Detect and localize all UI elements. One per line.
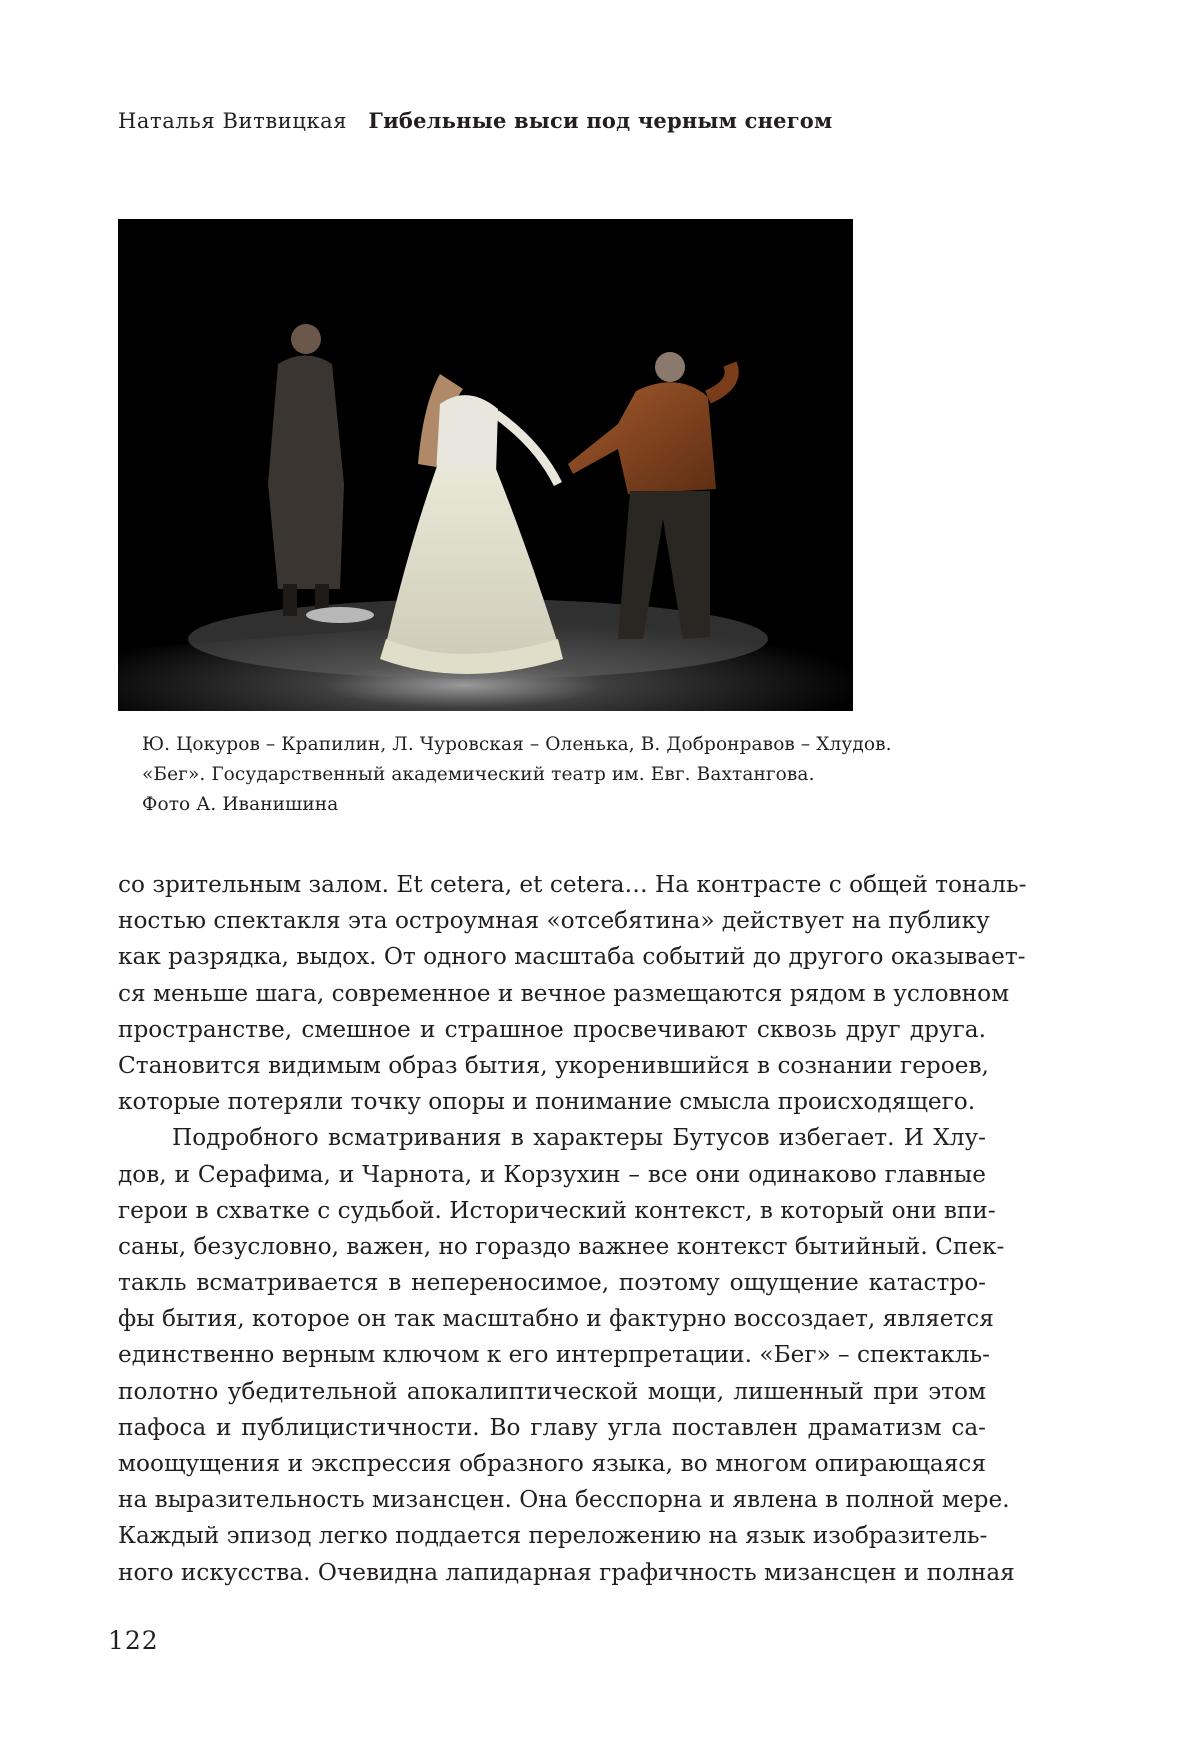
- text-line: ся меньше шага, современное и вечное размещаются рядом в условном: [118, 979, 1010, 1007]
- text-line: Каждый эпизод легко поддается переложению на язык изобразитель-: [118, 1522, 988, 1550]
- caption-line: Фото А. Иванишина: [142, 794, 339, 815]
- text-line: саны, безусловно, важен, но гораздо важнее контекст бытийный. Спек-: [118, 1232, 1005, 1260]
- body-text: [118, 867, 1027, 1591]
- text-line: ного искусства. Очевидна лапидарная графичность мизансцен и полная: [118, 1558, 1015, 1586]
- stage-photo-image: [118, 219, 853, 711]
- text-line: Становится видимым образ бытия, укоренившийся в сознании героев,: [118, 1051, 989, 1079]
- text-line: которые потеряли точку опоры и понимание смысла происходящего.: [118, 1088, 976, 1116]
- page-number: 122: [108, 1626, 159, 1655]
- text-line: со зрительным залом. Et cetera, et cetera… На контрасте с общей тональ-: [118, 871, 1027, 898]
- caption-line: Ю. Цокуров – Крапилин, Л. Чуровская – Оленька, В. Добронравов – Хлудов.: [142, 734, 892, 755]
- text-line: такль всматривается в непереносимое, поэтому ощущение катастро-: [118, 1269, 986, 1297]
- text-line: пространстве, смешное и страшное просвечивают сквозь друг друга.: [118, 1015, 986, 1043]
- paragraph-1: [118, 867, 1027, 1120]
- text-line: как разрядка, выдох. От одного масштаба событий до другого оказывает-: [118, 943, 1026, 971]
- chapter-title: Гибельные выси под черным снегом: [368, 108, 833, 133]
- text-line: пафоса и публицистичности. Во главу угла поставлен драматизм са-: [118, 1413, 986, 1441]
- caption-line: «Бег». Государственный академический театр им. Евг. Вахтангова.: [142, 764, 815, 785]
- stage-photo: [118, 219, 853, 711]
- running-head: [118, 108, 832, 133]
- text-line: герои в схватке с судьбой. Исторический контекст, в который они впи-: [118, 1196, 996, 1224]
- text-line: моощущения и экспрессия образного языка, во многом опирающаяся: [118, 1450, 986, 1477]
- text-line: фы бытия, которое он так масштабно и фактурно воссоздает, является: [118, 1305, 994, 1333]
- author-name: Наталья Витвицкая: [118, 109, 348, 133]
- text-line: ностью спектакля эта остроумная «отсебятина» действует на публику: [118, 907, 990, 935]
- text-line: дов, и Серафима, и Чарнота, и Корзухин – все они одинаково главные: [118, 1160, 986, 1188]
- text-line: единственно верным ключом к его интерпретации. «Бег» – спектакль-: [118, 1341, 990, 1369]
- figure-caption: [142, 730, 1002, 820]
- text-line: на выразительность мизансцен. Она бесспорна и явлена в полной мере.: [118, 1486, 1010, 1514]
- text-line: полотно убедительной апокалиптической мощи, лишенный при этом: [118, 1377, 986, 1405]
- text-line: Подробного всматривания в характеры Бутусов избегает. И Хлу-: [172, 1124, 986, 1152]
- paragraph-2: [118, 1120, 1015, 1590]
